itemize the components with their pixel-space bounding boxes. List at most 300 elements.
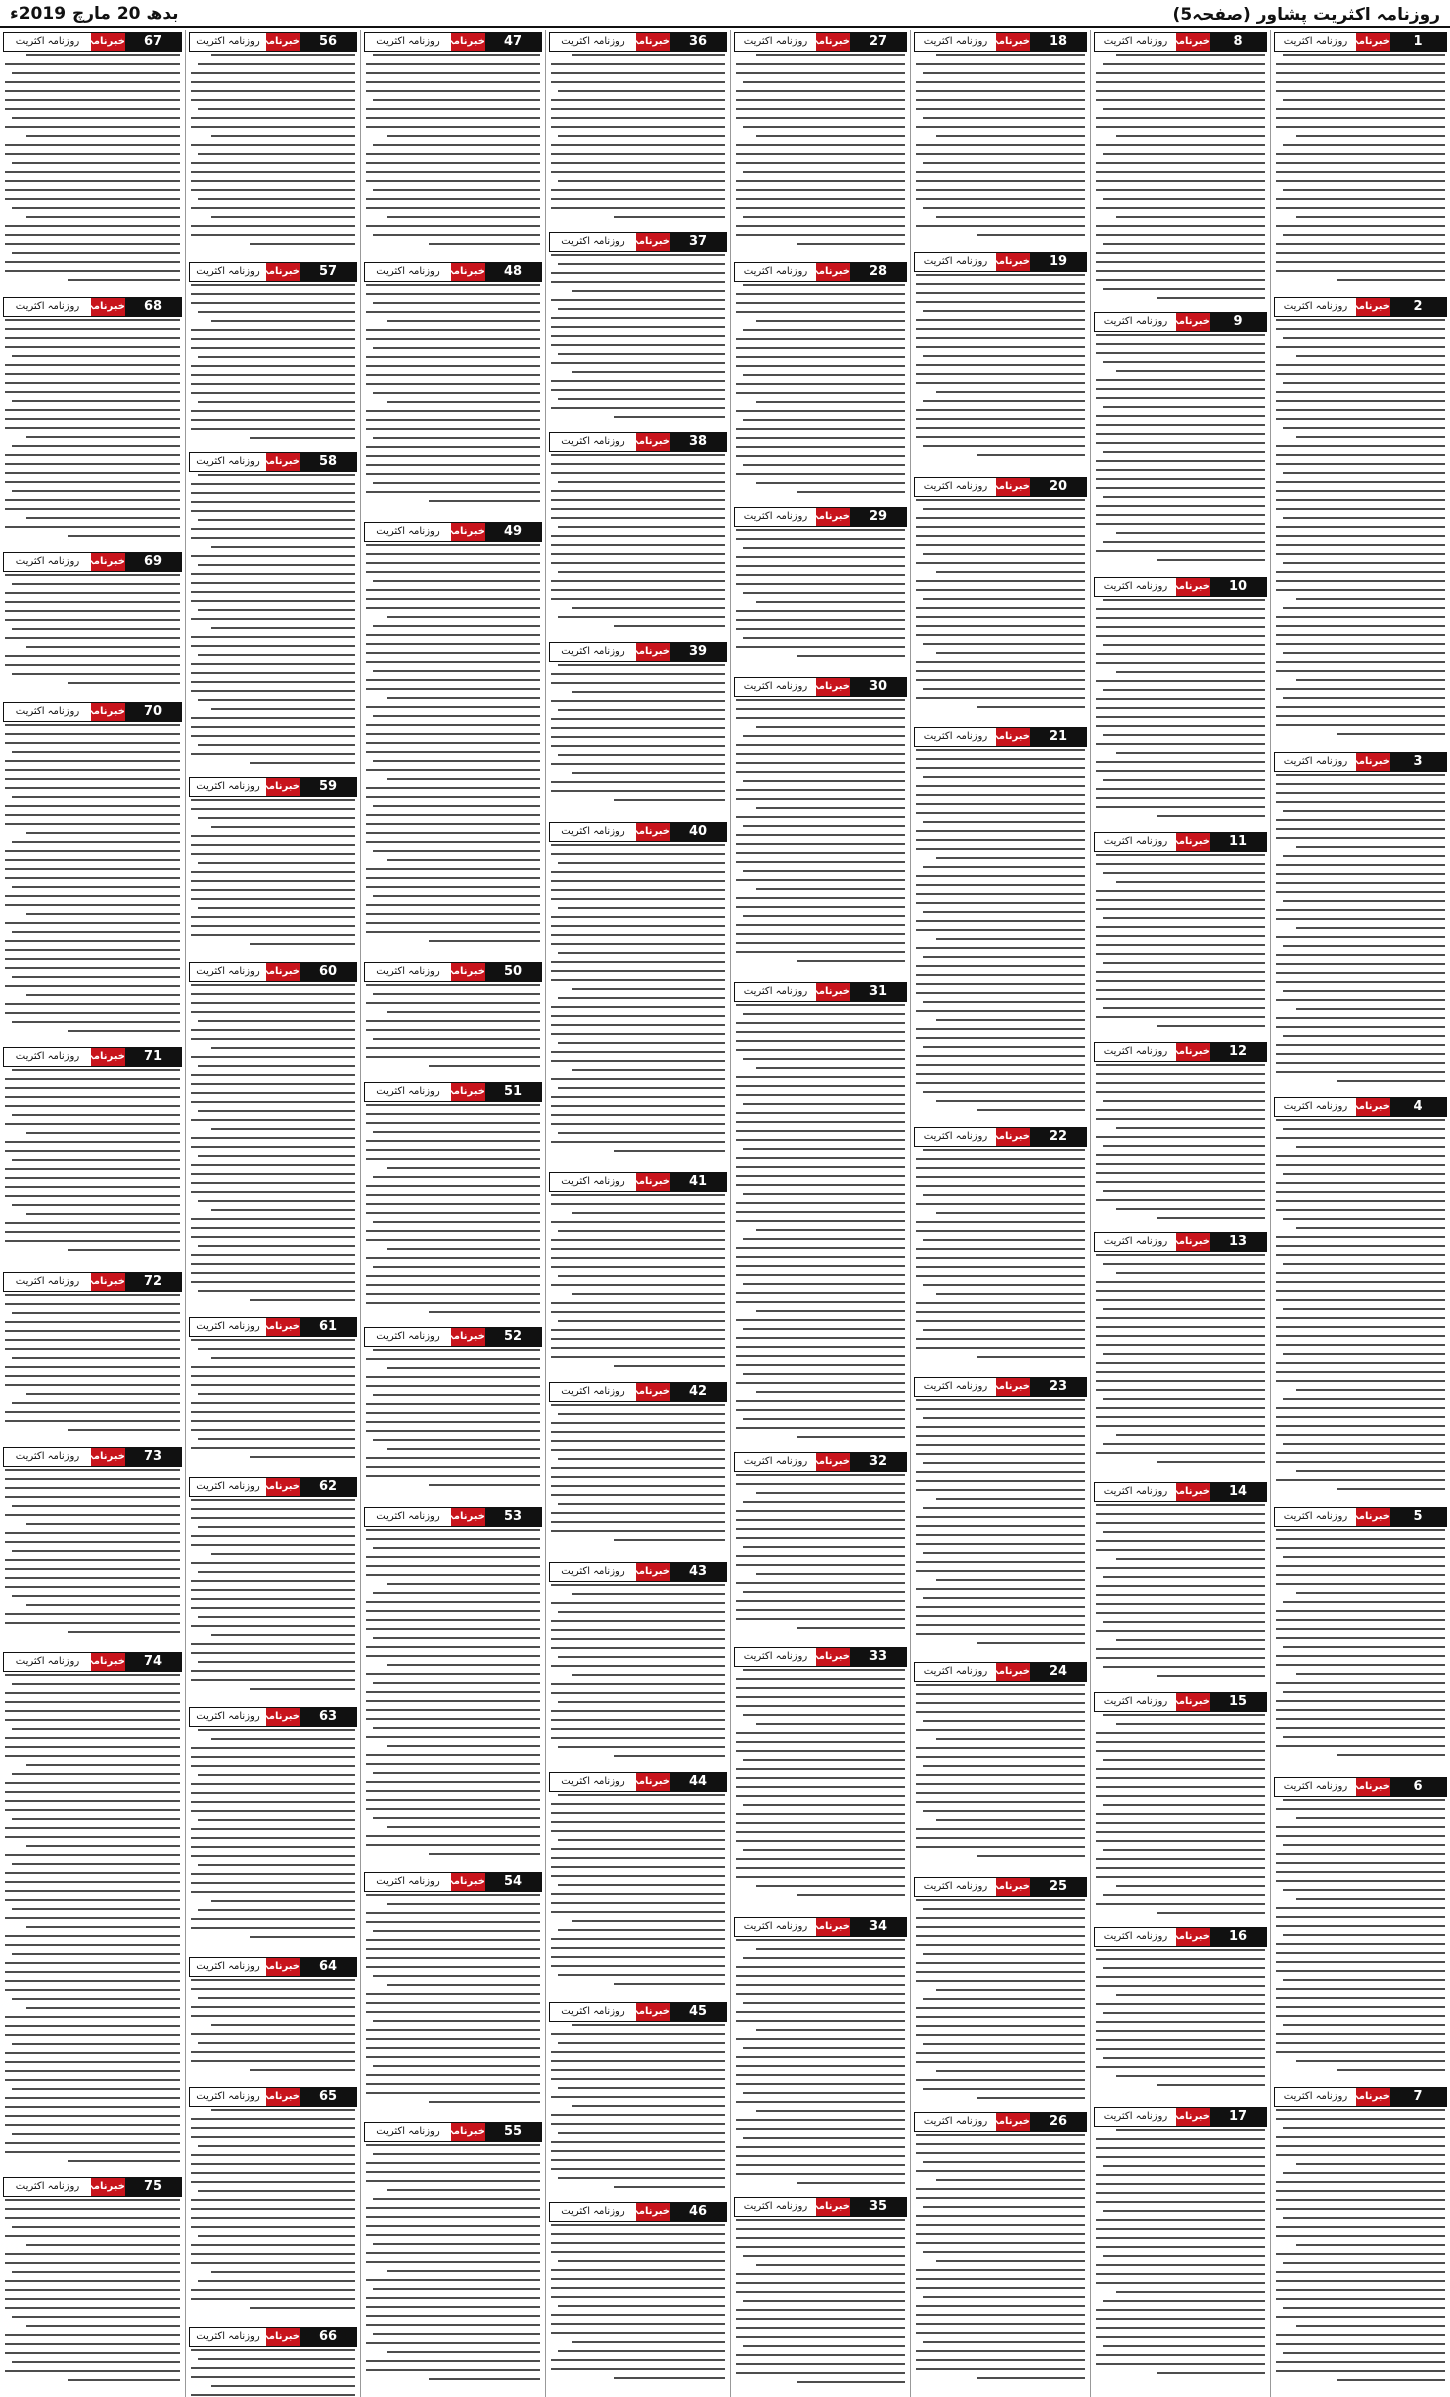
news-item-number: 61 (300, 1318, 356, 1336)
text-line (1276, 954, 1445, 956)
text-line (1283, 1398, 1445, 1400)
text-line (551, 2359, 725, 2361)
text-line (743, 780, 905, 782)
text-line (551, 2033, 725, 2035)
text-line (1296, 1470, 1445, 1472)
text-line (191, 2253, 355, 2255)
news-item-body-text (5, 1674, 180, 2172)
text-line (923, 776, 1085, 778)
news-item (0, 1045, 185, 1270)
text-line (373, 715, 540, 717)
text-line (1337, 2379, 1445, 2381)
text-line (250, 762, 355, 764)
text-line (373, 189, 540, 191)
text-line (191, 2127, 355, 2129)
text-line (736, 117, 905, 119)
news-item-brand: روزنامہ اکثریت (1283, 1781, 1348, 1792)
text-line (551, 1248, 725, 1250)
news-item-body-text (191, 799, 355, 957)
news-item-header (549, 2202, 727, 2222)
text-line (1296, 216, 1445, 218)
text-line (191, 2217, 355, 2219)
text-line (1096, 1585, 1265, 1587)
news-item-tag: خبرنامہ (1176, 833, 1210, 851)
text-line (366, 108, 540, 110)
text-line (198, 1110, 355, 1112)
text-line (5, 2052, 180, 2054)
text-line (1096, 99, 1265, 101)
text-line (366, 2038, 540, 2040)
text-line (5, 1294, 180, 1296)
text-line (373, 993, 540, 995)
text-line (736, 1202, 905, 1204)
column-1 (1270, 30, 1450, 2397)
text-line (250, 943, 355, 945)
text-line (191, 1828, 355, 1830)
text-line (736, 942, 905, 944)
text-line (923, 1194, 1085, 1196)
text-line (373, 1439, 540, 1441)
news-item-body-text (1096, 334, 1265, 572)
text-line (1096, 2327, 1265, 2329)
news-item-brand: روزنامہ اکثریت (923, 1131, 988, 1142)
text-line (1276, 571, 1445, 573)
text-line (736, 1732, 905, 1734)
text-line (551, 117, 725, 119)
text-line (387, 1167, 540, 1169)
text-line (551, 72, 725, 74)
text-line (5, 1577, 180, 1579)
text-line (5, 2280, 180, 2282)
text-line (916, 983, 1085, 985)
news-item (1271, 30, 1450, 295)
text-line (551, 745, 725, 747)
text-line (572, 1212, 725, 1214)
text-line (1157, 815, 1265, 817)
text-line (68, 535, 180, 537)
text-line (1096, 2246, 1265, 2248)
text-line (736, 72, 905, 74)
text-line (211, 135, 355, 137)
text-line (26, 1604, 180, 1606)
text-line (1276, 270, 1445, 272)
text-line (1096, 1540, 1265, 1542)
news-item (546, 430, 730, 640)
text-line (756, 1310, 905, 1312)
text-line (429, 940, 540, 942)
news-item-number: 44 (670, 1773, 726, 1791)
news-item-header (914, 1377, 1087, 1397)
text-line (923, 598, 1085, 600)
text-line (736, 646, 905, 648)
news-item-header (549, 32, 727, 52)
text-line (551, 916, 725, 918)
text-line (756, 54, 905, 56)
news-item-number: 10 (1210, 578, 1266, 596)
text-line (1096, 2219, 1265, 2221)
text-line (1096, 1362, 1265, 1364)
text-line (1096, 2039, 1265, 2041)
text-line (366, 931, 540, 933)
text-line (551, 472, 725, 474)
text-line (1276, 2118, 1445, 2120)
text-line (5, 592, 180, 594)
text-line (923, 688, 1085, 690)
text-line (1096, 487, 1265, 489)
text-line (211, 2109, 355, 2111)
news-item (1091, 1690, 1270, 1925)
news-item-body-text (5, 724, 180, 1042)
text-line (1296, 2163, 1445, 2165)
text-line (1096, 2030, 1265, 2032)
text-line (756, 1391, 905, 1393)
news-item-body-text (1096, 2129, 1265, 2384)
column-3 (910, 30, 1090, 2397)
text-line (916, 1801, 1085, 1803)
text-line (736, 2273, 905, 2275)
text-line (743, 1957, 905, 1959)
text-line (551, 871, 725, 873)
text-line (1157, 297, 1265, 299)
news-item (361, 2120, 545, 2397)
news-item-number: 47 (485, 33, 541, 51)
text-line (1276, 1344, 1445, 1346)
news-item-body-text (5, 319, 180, 547)
text-line (1096, 117, 1265, 119)
text-line (1276, 2190, 1445, 2192)
text-line (191, 844, 355, 846)
news-item-header (364, 1327, 542, 1347)
news-item-number: 72 (125, 1273, 181, 1291)
text-line (1096, 1786, 1265, 1788)
text-line (366, 1556, 540, 1558)
text-line (387, 1011, 540, 1013)
news-item-number: 63 (300, 1708, 356, 1726)
news-item-body-text (191, 284, 355, 447)
text-line (551, 880, 725, 882)
text-line (1096, 1380, 1265, 1382)
text-line (916, 1917, 1085, 1919)
text-line (1096, 680, 1265, 682)
text-line (736, 2056, 905, 2058)
text-line (12, 2088, 180, 2090)
text-line (5, 270, 180, 272)
text-line (366, 1275, 540, 1277)
text-line (916, 749, 1085, 751)
text-line (366, 1948, 540, 1950)
text-line (1116, 1208, 1265, 1210)
newspaper-title: روزنامہ اکثریت پشاور (صفحہ5) (1172, 5, 1440, 25)
text-line (551, 1629, 725, 1631)
text-line (1116, 1994, 1265, 1996)
text-line (736, 2065, 905, 2067)
text-line (1096, 2237, 1265, 2239)
text-line (373, 1682, 540, 1684)
text-line (1096, 523, 1265, 525)
text-line (198, 63, 355, 65)
text-line (1096, 379, 1265, 381)
text-line (916, 180, 1085, 182)
text-line (572, 54, 725, 56)
text-line (558, 1503, 725, 1505)
text-line (1096, 207, 1265, 209)
text-line (198, 1245, 355, 1247)
text-line (551, 943, 725, 945)
text-line (916, 2242, 1085, 2244)
text-line (1096, 171, 1265, 173)
text-line (5, 90, 180, 92)
text-line (366, 284, 540, 286)
news-item-number: 2 (1390, 298, 1446, 316)
news-item-brand: روزنامہ اکثریت (561, 236, 625, 247)
text-line (5, 1755, 180, 1757)
text-line (191, 753, 355, 755)
text-line (191, 1589, 355, 1591)
text-line (558, 1611, 725, 1613)
text-line (736, 365, 905, 367)
text-line (366, 814, 540, 816)
news-item-number: 33 (850, 1648, 906, 1666)
text-line (1276, 1362, 1445, 1364)
text-line (366, 544, 540, 546)
text-line (1096, 1777, 1265, 1779)
text-line (366, 877, 540, 879)
text-line (1096, 1172, 1265, 1174)
text-line (68, 682, 180, 684)
text-line (736, 1750, 905, 1752)
text-line (916, 328, 1085, 330)
text-line (26, 1845, 180, 1847)
text-line (551, 2242, 725, 2244)
text-line (1096, 890, 1265, 892)
text-line (916, 1543, 1085, 1545)
news-item-number: 74 (125, 1653, 181, 1671)
text-line (5, 1348, 180, 1350)
text-line (366, 338, 540, 340)
text-line (191, 1101, 355, 1103)
news-item-header (1094, 2107, 1267, 2127)
text-line (1096, 126, 1265, 128)
text-line (1276, 2271, 1445, 2273)
text-line (1283, 472, 1445, 474)
text-line (198, 519, 355, 521)
text-line (936, 571, 1085, 573)
text-line (743, 1714, 905, 1716)
text-line (211, 2024, 355, 2026)
text-line (366, 180, 540, 182)
text-line (572, 1674, 725, 1676)
text-line (1103, 243, 1265, 245)
text-line (551, 1719, 725, 1721)
text-line (373, 482, 540, 484)
text-line (916, 839, 1085, 841)
column-6 (360, 30, 545, 2397)
text-line (756, 401, 905, 403)
text-line (1116, 532, 1265, 534)
news-item-header (3, 702, 182, 722)
text-line (916, 2025, 1085, 2027)
news-item-brand: روزنامہ اکثریت (196, 966, 260, 977)
text-line (1276, 364, 1445, 366)
text-line (387, 1448, 540, 1450)
text-line (916, 661, 1085, 663)
text-line (191, 1927, 355, 1929)
text-line (26, 913, 180, 915)
text-line (198, 1348, 355, 1350)
news-item-number: 30 (850, 678, 906, 696)
text-line (373, 670, 540, 672)
text-line (387, 859, 540, 861)
news-item-brand: روزنامہ اکثریت (923, 1666, 988, 1677)
text-line (551, 1911, 725, 1913)
text-line (198, 108, 355, 110)
text-line (198, 153, 355, 155)
news-item-brand: روزنامہ اکثریت (1283, 2091, 1348, 2102)
text-line (558, 353, 725, 355)
text-line (756, 2029, 905, 2031)
text-line (916, 1774, 1085, 1776)
text-line (5, 1384, 180, 1386)
text-line (1296, 355, 1445, 357)
news-item-number: 32 (850, 1453, 906, 1471)
text-line (191, 2367, 355, 2369)
text-line (797, 491, 905, 493)
news-item-tag: خبرنامہ (1356, 1508, 1390, 1526)
news-item-tag: خبرنامہ (996, 1128, 1030, 1146)
text-line (366, 688, 540, 690)
text-line (558, 1701, 725, 1703)
text-line (1103, 1714, 1265, 1716)
text-line (756, 1948, 905, 1950)
text-line (1276, 508, 1445, 510)
text-line (558, 1042, 725, 1044)
text-line (5, 2298, 180, 2300)
text-line (366, 126, 540, 128)
news-item-tag: خبرنامہ (91, 703, 125, 721)
text-line (736, 852, 905, 854)
text-line (366, 2011, 540, 2013)
text-line (1276, 1637, 1445, 1639)
news-item (0, 700, 185, 1045)
text-line (1276, 117, 1445, 119)
text-line (1096, 725, 1265, 727)
news-item-body-text (551, 2024, 725, 2197)
text-line (1096, 1407, 1265, 1409)
news-item-body-text (5, 574, 180, 697)
text-line (936, 1293, 1085, 1295)
news-item (546, 30, 730, 230)
text-line (1283, 337, 1445, 339)
text-line (250, 243, 355, 245)
text-line (366, 162, 540, 164)
text-line (756, 2264, 905, 2266)
text-line (1096, 1795, 1265, 1797)
news-item-brand: روزنامہ اکثریت (923, 36, 988, 47)
text-line (923, 1597, 1085, 1599)
news-item-header (189, 1477, 357, 1497)
text-line (743, 126, 905, 128)
news-item-brand: روزنامہ اکثریت (743, 1921, 808, 1932)
text-line (1096, 1741, 1265, 1743)
text-line (250, 1688, 355, 1690)
text-line (1276, 198, 1445, 200)
text-line (736, 2164, 905, 2166)
news-item-header (1274, 1097, 1447, 1117)
text-line (1276, 2361, 1445, 2363)
text-line (1276, 1709, 1445, 1711)
text-line (191, 1891, 355, 1893)
text-line (558, 862, 725, 864)
text-line (198, 198, 355, 200)
news-item (911, 1660, 1090, 1875)
text-line (366, 1029, 540, 1031)
text-line (373, 2153, 540, 2155)
text-line (211, 1357, 355, 1359)
text-line (1276, 261, 1445, 263)
news-item-header (549, 1172, 727, 1192)
text-line (1096, 550, 1265, 552)
news-item-brand: روزنامہ اکثریت (15, 706, 80, 717)
text-line (1276, 1272, 1445, 1274)
text-line (1276, 909, 1445, 911)
text-line (1096, 1290, 1265, 1292)
text-line (1157, 1025, 1265, 1027)
news-item-tag: خبرنامہ (451, 1083, 485, 1101)
text-line (366, 464, 540, 466)
text-line (198, 1438, 355, 1440)
news-item-brand: روزنامہ اکثریت (376, 1876, 440, 1887)
text-line (551, 326, 725, 328)
text-line (1337, 1488, 1445, 1490)
text-line (373, 2243, 540, 2245)
text-line (5, 619, 180, 621)
text-line (736, 1858, 905, 1860)
news-item-tag: خبرنامہ (451, 33, 485, 51)
text-line (5, 904, 180, 906)
text-line (1276, 1610, 1445, 1612)
news-item (1091, 1925, 1270, 2105)
news-item-header (364, 1507, 542, 1527)
text-line (191, 2244, 355, 2246)
news-item-tag: خبرنامہ (266, 1958, 300, 1976)
text-line (1103, 2210, 1265, 2212)
news-item-number: 68 (125, 298, 181, 316)
text-line (736, 2237, 905, 2239)
text-line (1283, 234, 1445, 236)
text-line (1096, 352, 1265, 354)
text-line (191, 1119, 355, 1121)
text-line (743, 1591, 905, 1593)
text-line (916, 1444, 1085, 1446)
text-line (743, 216, 905, 218)
text-line (26, 436, 180, 438)
text-line (1283, 1128, 1445, 1130)
news-item (731, 260, 910, 505)
text-line (366, 1047, 540, 1049)
text-line (1096, 1522, 1265, 1524)
news-item-header (734, 262, 907, 282)
text-line (743, 2047, 905, 2049)
text-line (1276, 1718, 1445, 1720)
text-line (366, 1113, 540, 1115)
text-line (5, 2334, 180, 2336)
news-item (186, 1955, 360, 2085)
text-line (68, 2160, 180, 2162)
text-line (1276, 1700, 1445, 1702)
text-line (572, 691, 725, 693)
text-line (366, 1203, 540, 1205)
news-item-brand: روزنامہ اکثریت (196, 36, 260, 47)
